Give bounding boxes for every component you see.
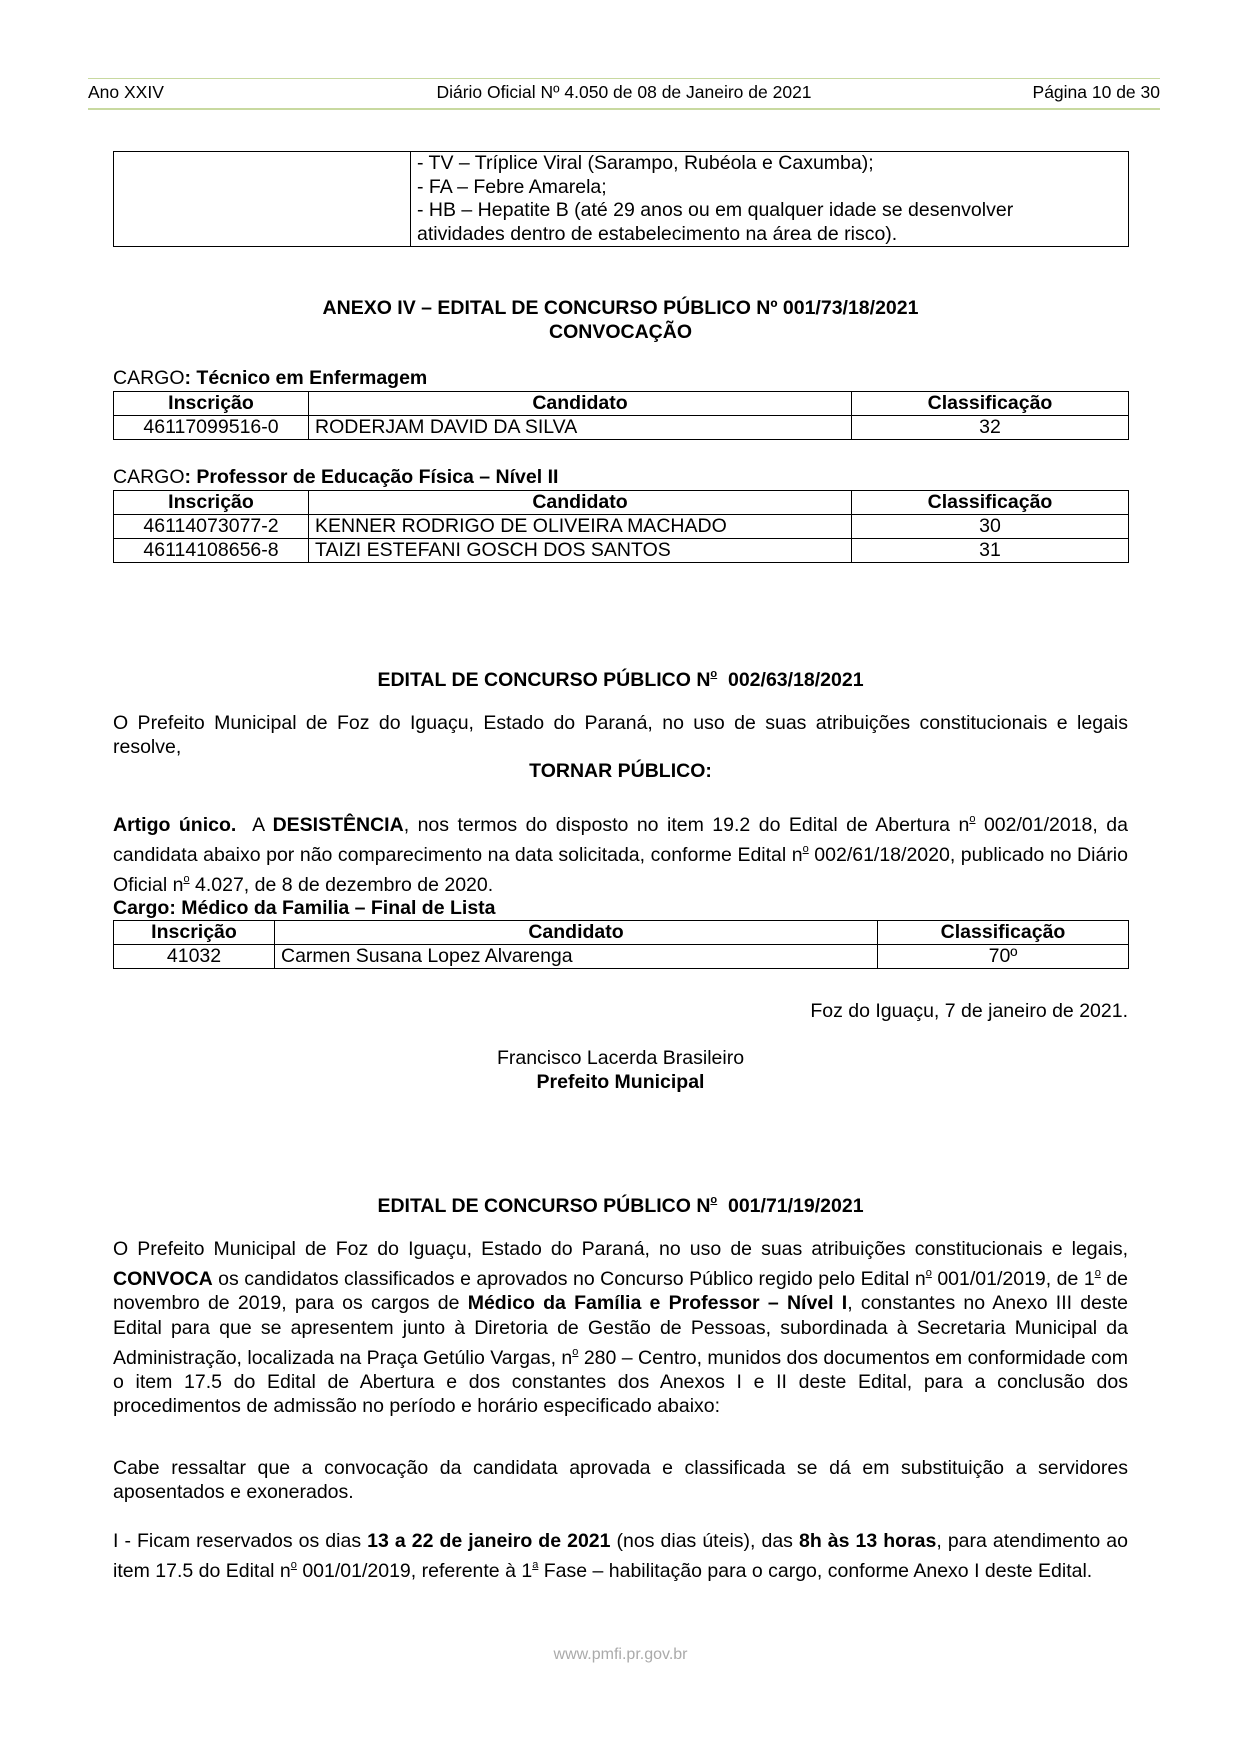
p1-text-c: 001/01/2019, de 1 <box>931 1268 1095 1291</box>
vaccine-table-empty-cell <box>114 152 411 247</box>
p1-sup: o <box>925 1267 932 1280</box>
article-sup: o <box>183 873 190 886</box>
table-row <box>114 416 1129 440</box>
article-desistencia: DESISTÊNCIA <box>272 814 404 836</box>
cell-inscricao: 41032 <box>114 945 275 969</box>
header-rule-top <box>88 78 1160 79</box>
vaccine-line: - FA – Febre Amarela; <box>417 175 607 198</box>
table-header-row <box>114 392 1129 416</box>
cell-candidato: Carmen Susana Lopez Alvarenga <box>275 945 878 969</box>
cell-candidato: KENNER RODRIGO DE OLIVEIRA MACHADO <box>309 515 852 539</box>
article-sup: o <box>969 813 976 825</box>
edital3-title-number: 001/71/19/2021 <box>717 1195 864 1217</box>
edital2-article <box>113 807 1128 898</box>
p3-text-a: I - Ficam reservados os dias <box>113 1530 368 1552</box>
edital3-title <box>113 1188 1128 1218</box>
article-a: A <box>236 814 273 836</box>
column-header-candidato: Candidato <box>309 491 852 515</box>
cargo-name: : Técnico em Enfermagem <box>184 367 428 389</box>
cell-inscricao: 46114073077-2 <box>114 515 309 539</box>
edital2-title-prefix: EDITAL DE CONCURSO PÚBLICO N <box>377 669 711 691</box>
p1-convoca: CONVOCA <box>113 1268 213 1291</box>
column-header-candidato: Candidato <box>309 392 852 416</box>
column-header-inscricao: Inscrição <box>114 491 309 515</box>
edital2-title <box>113 662 1128 692</box>
table-row <box>114 539 1129 563</box>
p3-text-b: (nos dias úteis), das <box>610 1530 799 1552</box>
cell-candidato: TAIZI ESTEFANI GOSCH DOS SANTOS <box>309 539 852 563</box>
edital2-title-sup: o <box>710 668 718 680</box>
p3-text-c: , para atendimento ao item 17.5 do Edital n <box>113 1530 1128 1583</box>
edital3-title-prefix: EDITAL DE CONCURSO PÚBLICO N <box>377 1195 711 1217</box>
header-page-number: Página 10 de 30 <box>1032 82 1160 102</box>
annex4-title-line1: ANEXO IV – EDITAL DE CONCURSO PÚBLICO Nº 001/73/18/2021 <box>322 297 919 319</box>
cell-classificacao: 70º <box>878 945 1129 969</box>
p1-text-d: de novembro de 2019, para os cargos de <box>113 1268 1128 1315</box>
annex4-cargo1 <box>113 367 427 390</box>
cell-inscricao: 46114108656-8 <box>114 539 309 563</box>
header-year: Ano XXIV <box>88 82 164 102</box>
annex4-table-2 <box>113 490 1129 563</box>
vaccine-line: - HB – Hepatite B (até 29 anos ou em qualquer idade se desenvolver <box>417 199 1014 221</box>
cell-inscricao: 46117099516-0 <box>114 416 309 440</box>
edital2-intro: O Prefeito Municipal de Foz do Iguaçu, Estado do Paraná, no uso de suas atribuições constitucionais e legais resolve, <box>113 712 1128 759</box>
annex4-cargo2 <box>113 466 558 489</box>
header-title: Diário Oficial Nº 4.050 de 08 de Janeiro de 2021 <box>436 82 812 102</box>
cargo-label: CARGO <box>113 466 185 488</box>
p3-sup-a: a <box>532 1559 539 1572</box>
vaccine-table <box>113 151 1129 247</box>
edital2-title-number: 002/63/18/2021 <box>717 669 864 691</box>
p1-cargos: Médico da Família e Professor – Nível I <box>467 1292 848 1315</box>
p1-text-b: os candidatos classificados e aprovados no Concurso Público regido pelo Edital n <box>212 1268 926 1291</box>
cell-classificacao: 32 <box>852 416 1129 440</box>
edital3-paragraph-3 <box>113 1529 1128 1583</box>
edital2-date-place: Foz do Iguaçu, 7 de janeiro de 2021. <box>810 1000 1128 1022</box>
p3-dates: 13 a 22 de janeiro de 2021 <box>367 1530 611 1552</box>
p3-hours: 8h às 13 horas <box>798 1530 937 1552</box>
annex4-title <box>113 296 1128 344</box>
edital2-signer-title: Prefeito Municipal <box>536 1071 705 1093</box>
vaccine-line: - TV – Tríplice Viral (Sarampo, Rubéola e Caxumba); <box>417 152 874 174</box>
annex4-title-line2: CONVOCAÇÃO <box>548 321 692 343</box>
page-header <box>88 78 1160 108</box>
column-header-classificacao: Classificação <box>852 491 1129 515</box>
p1-text-f: 280 – Centro, munidos dos documentos em conformidade com o item 17.5 do Edital de Abertura e dos constantes dos Anexos I e II deste Edital, para a conclusão dos procedimentos de admissão no período e horário especificado abaixo: <box>113 1346 1128 1418</box>
footer-url: www.pmfi.pr.gov.br <box>553 1646 688 1663</box>
column-header-classificacao: Classificação <box>878 921 1129 945</box>
table-header-row <box>114 491 1129 515</box>
vaccine-table-list-cell <box>411 152 1129 247</box>
cargo-label: CARGO <box>113 367 185 389</box>
edital2-resolve: TORNAR PÚBLICO: <box>529 760 712 782</box>
edital2-signer-name: Francisco Lacerda Brasileiro <box>496 1047 745 1069</box>
edital3-paragraph-1 <box>113 1237 1128 1418</box>
column-header-classificacao: Classificação <box>852 392 1129 416</box>
article-label: Artigo único. <box>113 814 237 836</box>
p1-sup: o <box>1094 1267 1101 1280</box>
vaccine-line: atividades dentro de estabelecimento na área de risco). <box>417 222 898 245</box>
column-header-candidato: Candidato <box>275 921 878 945</box>
column-header-inscricao: Inscrição <box>114 921 275 945</box>
edital2-cargo: Cargo: Médico da Familia – Final de Lista <box>113 897 496 919</box>
table-header-row <box>114 921 1129 945</box>
article-text-4: 4.027, de 8 de dezembro de 2020. <box>189 874 494 897</box>
table-row <box>114 945 1129 969</box>
p3-text-d: 001/01/2019, referente à 1 <box>296 1560 533 1583</box>
cell-classificacao: 31 <box>852 539 1129 563</box>
p1-sup: o <box>572 1345 579 1358</box>
table-row <box>114 515 1129 539</box>
article-sup: o <box>802 843 809 856</box>
annex4-table-1 <box>113 391 1129 440</box>
cell-candidato: RODERJAM DAVID DA SILVA <box>309 416 852 440</box>
article-text-1: , nos termos do disposto no item 19.2 do Edital de Abertura n <box>403 814 970 836</box>
edital3-paragraph-2: Cabe ressaltar que a convocação da candidata aprovada e classificada se dá em substituição a servidores aposentados e exonerados. <box>113 1457 1128 1504</box>
cargo-name: : Professor de Educação Física – Nível II <box>184 466 559 488</box>
article-text-2: 002/01/2018, da candidata abaixo por não comparecimento na data solicitada, conforme Edital n <box>113 814 1128 867</box>
p3-sup: o <box>290 1559 297 1572</box>
cell-classificacao: 30 <box>852 515 1129 539</box>
p3-text-e: Fase – habilitação para o cargo, conforme Anexo I deste Edital. <box>538 1560 1093 1583</box>
p1-text-a: O Prefeito Municipal de Foz do Iguaçu, Estado do Paraná, no uso de suas atribuições constitucionais e legais, <box>113 1238 1128 1260</box>
edital2-table <box>113 920 1129 969</box>
p1-text-e: , constantes no Anexo III deste Edital para que se apresentem junto à Diretoria de Gestão de Pessoas, subordinada à Secretaria Municipal da Administração, localizada na Praça Getúlio Vargas, n <box>113 1292 1128 1369</box>
column-header-inscricao: Inscrição <box>114 392 309 416</box>
article-text-3: 002/61/18/2020, publicado no Diário Oficial n <box>113 844 1128 897</box>
header-rule-bottom <box>88 108 1160 110</box>
edital3-title-sup: o <box>710 1194 718 1206</box>
